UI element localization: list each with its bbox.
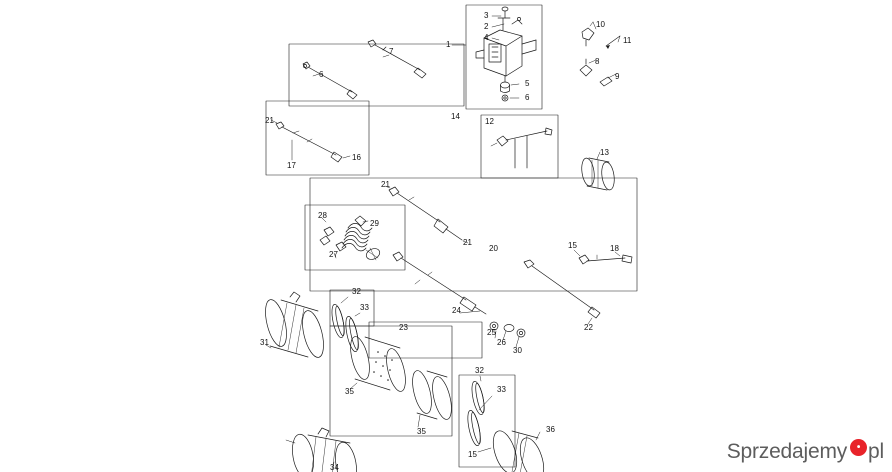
- callout-label: 15: [568, 241, 577, 250]
- callout-label: 29: [370, 219, 379, 228]
- callout-label: 33: [497, 385, 506, 394]
- callout-label: 32: [475, 366, 484, 375]
- callout-label: 32: [352, 287, 361, 296]
- site-watermark: [727, 440, 884, 464]
- callout-label: 16: [352, 153, 361, 162]
- callout-label: 34: [330, 463, 339, 472]
- callout-label: 22: [584, 323, 593, 332]
- callout-label: 15: [468, 450, 477, 459]
- callout-label: 1: [446, 40, 451, 49]
- callout-label: 18: [610, 244, 619, 253]
- callout-label: 11: [623, 36, 632, 45]
- callout-label: 13: [600, 148, 609, 157]
- callout-label: 6: [319, 70, 324, 79]
- callout-label: 20: [489, 244, 498, 253]
- callout-label: 5: [525, 79, 530, 88]
- callout-label: 17: [287, 161, 296, 170]
- callout-label: 21: [463, 238, 472, 247]
- callout-label: 3: [484, 11, 489, 20]
- callout-label: 31: [260, 338, 269, 347]
- callout-label: 24: [452, 306, 461, 315]
- callout-label: 10: [596, 20, 605, 29]
- callout-label: 6: [525, 93, 530, 102]
- callout-label: 21: [381, 180, 390, 189]
- callout-label: 7: [389, 47, 394, 56]
- callout-label: 8: [595, 57, 600, 66]
- callout-label: 9: [615, 72, 620, 81]
- callout-label: 26: [497, 338, 506, 347]
- watermark-text: Sprzedajemy: [726, 440, 848, 463]
- callout-label: 25: [487, 328, 496, 337]
- callout-label: 2: [484, 22, 489, 31]
- callout-label: 27: [329, 250, 338, 259]
- callout-label: 12: [485, 117, 494, 126]
- callout-label: 35: [345, 387, 354, 396]
- callout-label: 14: [451, 112, 460, 121]
- callout-label: 36: [546, 425, 555, 434]
- watermark-suffix: pl: [868, 440, 884, 463]
- callout-label: 35: [417, 427, 426, 436]
- callout-label: 23: [399, 323, 408, 332]
- callout-label: 4: [484, 33, 489, 42]
- watermark-badge: •: [850, 439, 867, 456]
- callout-label: 28: [318, 211, 327, 220]
- callout-label: 21: [265, 116, 274, 125]
- callout-label: 33: [360, 303, 369, 312]
- callout-label: 30: [513, 346, 522, 355]
